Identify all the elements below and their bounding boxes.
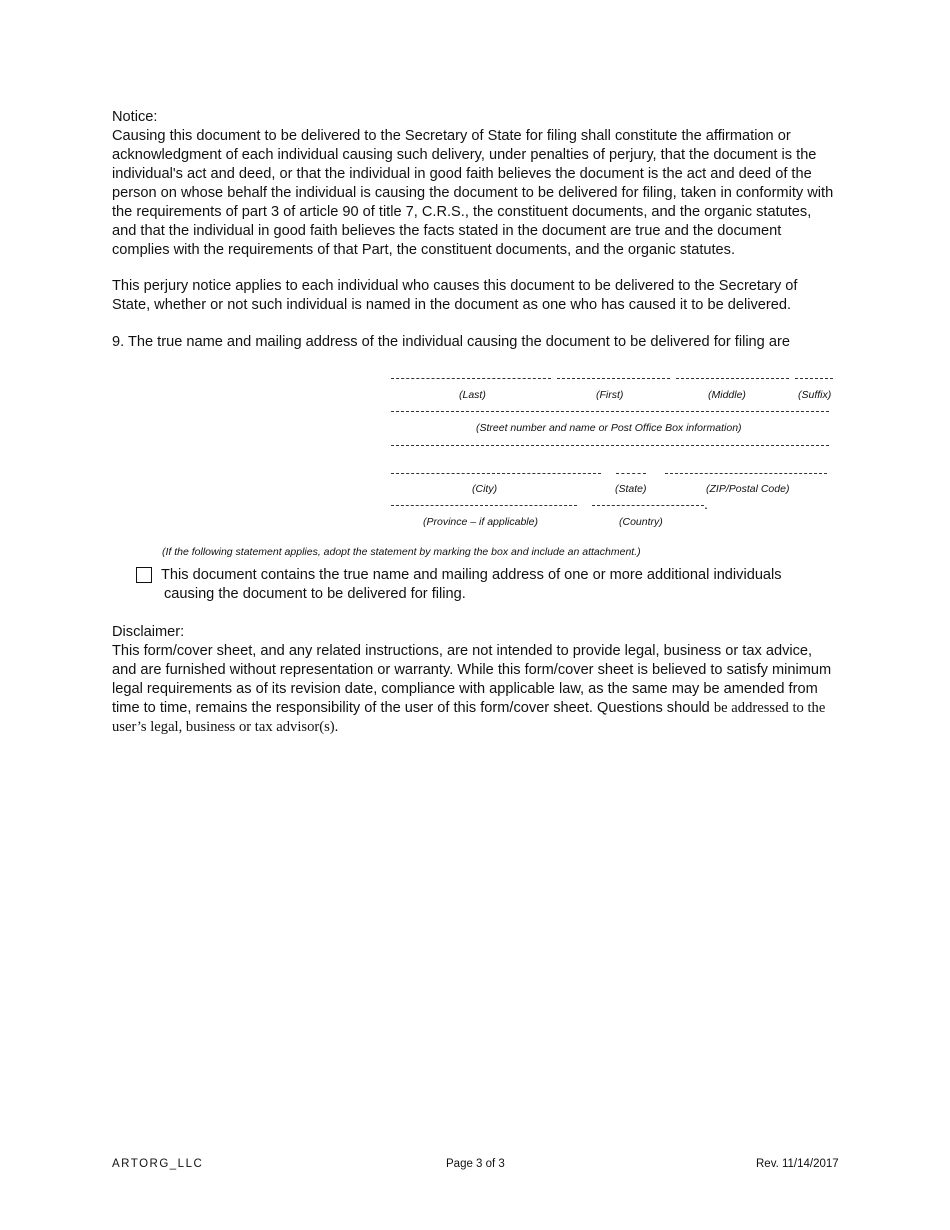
state-field[interactable]: [616, 473, 646, 474]
suffix-label: (Suffix): [798, 389, 832, 401]
province-label: (Province – if applicable): [423, 516, 538, 528]
city-field[interactable]: [391, 473, 601, 474]
footer-page-number: Page 3 of 3: [446, 1158, 505, 1170]
additional-individuals-checkbox[interactable]: [136, 567, 152, 583]
state-label: (State): [615, 483, 647, 495]
suffix-field[interactable]: [795, 378, 833, 379]
province-field[interactable]: [391, 505, 577, 506]
street-field-line-2[interactable]: [391, 445, 829, 446]
zip-label: (ZIP/Postal Code): [706, 483, 790, 495]
country-period: .: [704, 496, 708, 512]
item-9: [112, 333, 837, 352]
attachment-statement: [161, 566, 821, 604]
attachment-note: (If the following statement applies, adopt the statement by marking the box and include an attachment.): [162, 546, 641, 558]
disclaimer-section: [112, 623, 837, 737]
middle-name-label: (Middle): [708, 389, 746, 401]
footer-revision: Rev. 11/14/2017: [756, 1158, 839, 1170]
last-name-label: (Last): [459, 389, 486, 401]
notice-paragraph-2: This perjury notice applies to each individual who causes this document to be delivered to the Secretary of State, whether or not such individual is named in the document as one who has caused it to be delivered.: [112, 278, 798, 313]
attachment-statement-line-2: causing the document to be delivered for filing.: [164, 586, 466, 602]
street-label: (Street number and name or Post Office Box information): [476, 422, 742, 434]
disclaimer-heading: Disclaimer:: [112, 624, 185, 640]
first-name-field[interactable]: [557, 378, 670, 379]
last-name-field[interactable]: [391, 378, 551, 379]
perjury-notice-section: [112, 277, 837, 315]
country-label: (Country): [619, 516, 663, 528]
disclaimer-body: This form/cover sheet, and any related instructions, are not intended to provide legal, business or tax advice, and are furnished without representation or warranty. While this form/cover sheet is believed to satisfy minimum legal requirements as of its revision date, compliance with applicable law, as the same may be amended from time to time, remains the responsibility of the user of this form/cover sheet. Questions should: [112, 643, 832, 716]
attachment-statement-line-1: This document contains the true name and mailing address of one or more additional individuals: [161, 567, 782, 583]
footer-form-id: ARTORG_LLC: [112, 1158, 204, 1170]
first-name-label: (First): [596, 389, 624, 401]
notice-heading: Notice:: [112, 109, 158, 125]
city-label: (City): [472, 483, 498, 495]
zip-field[interactable]: [665, 473, 827, 474]
country-field[interactable]: [592, 505, 704, 506]
disclaimer-text: [112, 642, 837, 737]
middle-name-field[interactable]: [676, 378, 789, 379]
item-9-text: 9. The true name and mailing address of the individual causing the document to be delivered for filing are: [112, 334, 790, 350]
notice-paragraph-1: Causing this document to be delivered to the Secretary of State for filing shall constitute the affirmation or acknowledgment of each individual causing such delivery, under penalties of perjury, that the document is the individual's act and deed, or that the individual in good faith believes the document is the act and deed of the person on whose behalf the individual is causing the document to be delivered for filing, taken in conformity with the requirements of part 3 of article 90 of title 7, C.R.S., the constituent documents, and the organic statutes, and that the individual in good faith believes the facts stated in the document are true and the document complies with the requirements of that Part, the constituent documents, and the organic statutes.: [112, 128, 834, 258]
disclaimer-tail: be addressed to the user’s legal, business or tax advisor(s).: [112, 700, 826, 735]
notice-section: [112, 108, 837, 260]
street-field[interactable]: [391, 411, 829, 412]
